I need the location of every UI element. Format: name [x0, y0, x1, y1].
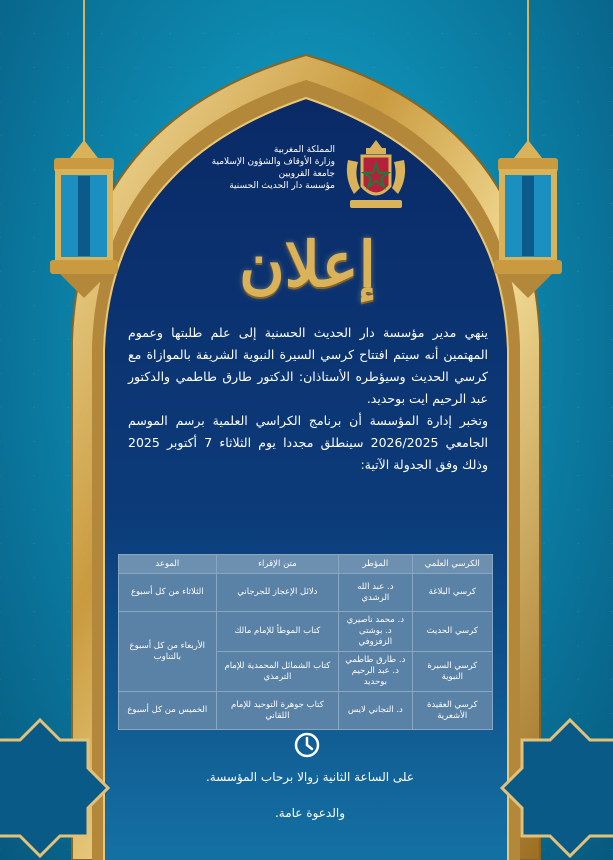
cell-schedule: الأربعاء من كل أسبوع بالتناوب: [119, 612, 217, 692]
footer-invite: والدعوة عامة.: [274, 806, 346, 820]
cell-text: كتاب جوهرة التوحيد للإمام اللقاني: [216, 692, 339, 730]
cell-text: كتاب الموطأ للإمام مالك: [216, 612, 339, 652]
cell-schedule: الثلاثاء من كل أسبوع: [119, 574, 217, 612]
cell-chair: كرسي البلاغة: [412, 574, 492, 612]
header-chair: الكرسي العلمي: [412, 555, 492, 574]
coat-of-arms-icon: [340, 138, 412, 216]
institution-line1: المملكة المغربية: [273, 145, 335, 155]
cell-text: كتاب الشمائل المحمدية للإمام الترمذي: [216, 652, 339, 692]
cell-chair: كرسي السيرة النبوية: [412, 652, 492, 692]
table-header-row: [119, 555, 493, 574]
institution-header: [190, 144, 335, 192]
right-lantern: [484, 140, 572, 300]
header-schedule: الموعد: [119, 555, 217, 574]
header-text: متن الإقراء: [216, 555, 339, 574]
announcement-paragraph-2: وتخبر إدارة المؤسسة أن برنامج الكراسي العلمية برسم الموسم الجامعي 2026/2025 سينطلق مجددا يوم الثلاثاء 7 أكتوبر 2025 وذلك وفق الجدولة الآتية:: [128, 413, 488, 472]
cell-schedule: الخميس من كل أسبوع: [119, 692, 217, 730]
announcement-paragraph-1: ينهي مدير مؤسسة دار الحديث الحسنية إلى علم طلبتها وعموم المهتمين أنه سيتم افتتاح كرسي السيرة النبوية الشريفة بالموازاة مع كرسي الحديث وسيؤطره الأستاذان: الدكتور طارق طاطمي والدكتور عبد الرحيم ايت بوحديد.: [128, 325, 488, 406]
cell-chair: كرسي العقيدة الأشعرية: [412, 692, 492, 730]
header-supervisor: المؤطر: [339, 555, 412, 574]
institution-line4: مؤسسة دار الحديث الحسنية: [229, 181, 335, 191]
schedule-table: [118, 554, 493, 730]
cell-supervisor: د. محمد ناصيري د. بوشتى الزفزوفي: [339, 612, 412, 652]
cell-supervisor: د. طارق طاطمي د. عبد الرحيم بوحديد: [339, 652, 412, 692]
table-row: [119, 692, 493, 730]
announcement-body: [128, 322, 488, 476]
cell-chair: كرسي الحديث: [412, 612, 492, 652]
table-row: [119, 574, 493, 612]
cell-supervisor: د. التجاني لايس: [339, 692, 412, 730]
cell-text: دلائل الإعجاز للجرجاني: [216, 574, 339, 612]
institution-line2: وزارة الأوقاف والشؤون الإسلامية: [211, 157, 335, 167]
clock-icon: [294, 732, 320, 758]
table-row: [119, 612, 493, 652]
institution-line3: جامعة القرويين: [278, 169, 335, 179]
left-lantern: [40, 140, 128, 300]
footer-time: على الساعة الثانية زوالا برحاب المؤسسة.: [205, 770, 415, 784]
page-title: إعلان: [239, 228, 376, 301]
cell-supervisor: د. عبد الله الرشدي: [339, 574, 412, 612]
